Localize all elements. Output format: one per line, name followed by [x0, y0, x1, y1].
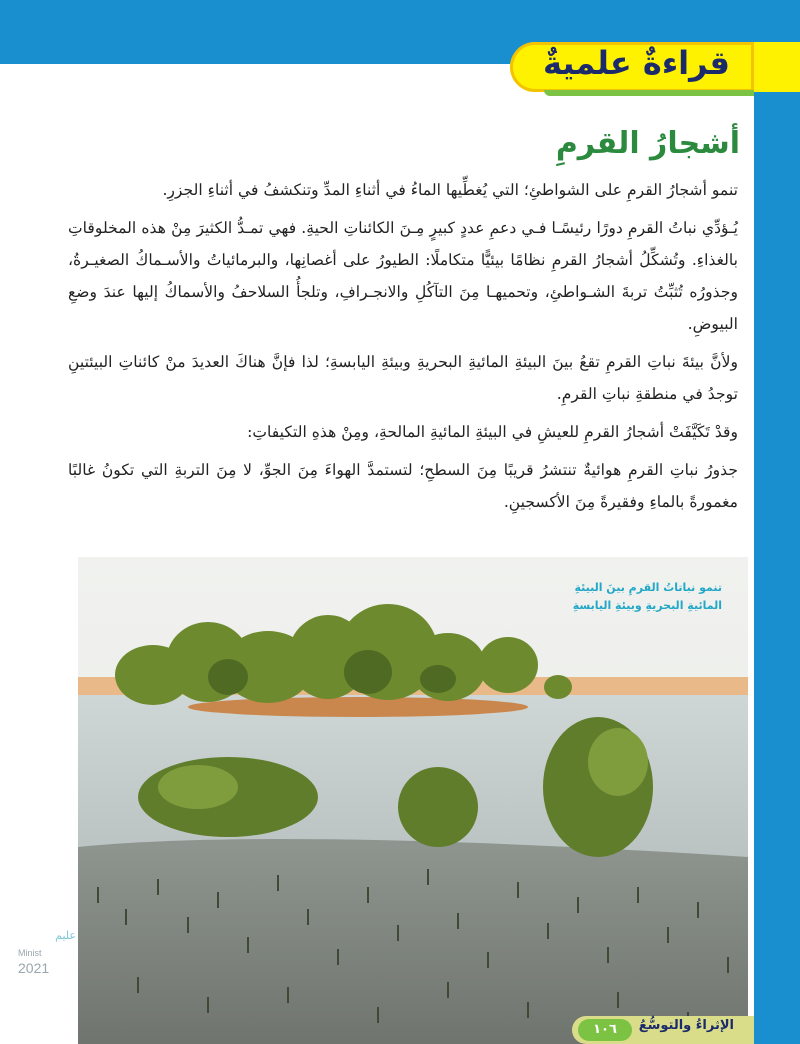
- right-side-bar: [754, 64, 800, 1044]
- watermark-logo-text: عليم: [55, 929, 76, 942]
- paragraph-2: يُـؤدِّي نباتُ القرمِ دورًا رئيسًـا فـي دعمِ عددٍ كبيرٍ مِـنَ الكائناتِ الحيةِ. فهي تمـدُّ الكثيرَ مِنْ هذه المخلوقاتِ بالغذاءِ. وتُشكِّلُ أشجارُ القرمِ نظامًا بيئيًّا متكاملًا: الطيورُ على أغصانِها، والبرمائياتُ والأسـماكُ الصغيـرةُ، وجذورُه تُثبِّتُ تربةَ الشـواطئِ، وتحميهـا مِنَ التآكُلِ والانجـرافِ، وتلجأُ السلاحفُ والأسماكُ إليها عندَ وضعِ البيوضِ.: [68, 219, 738, 333]
- paragraph-3: ولأنَّ بيئةَ نباتِ القرمِ تقعُ بينَ البيئةِ المائيةِ البحريةِ وبيئةِ اليابسةِ؛ لذا فإنَّ هناكَ العديدَ منْ كائناتِ البيئتينِ توجدُ في منطقةِ نباتِ القرمِ.: [68, 353, 738, 403]
- paragraph-1: تنمو أشجارُ القرمِ على الشواطئِ؛ التي يُغطِّيها الماءُ في أثناءِ المدِّ وتنكشفُ في أثناءِ الجزرِ.: [162, 181, 738, 199]
- section-header-underline: [544, 90, 754, 96]
- caption-line-2: المائيةِ البحريةِ وبيئةِ اليابسةِ: [572, 599, 722, 612]
- paragraph-5: جذورُ نباتِ القرمِ هوائيةٌ تنتشرُ قريبًا مِنَ السطحِ؛ لتستمدَّ الهواءَ مِنَ الجوِّ، لا مِنَ التربةِ التي تكونُ غالبًا مغمورةً بالماءِ وفقيرةً مِنَ الأكسجينِ.: [68, 461, 738, 511]
- mangrove-photo: [78, 557, 748, 1044]
- photo-caption: [573, 579, 722, 615]
- paragraph-4: وقدْ تَكَيَّفَتْ أشجارُ القرمِ للعيشِ في البيئةِ المائيةِ المالحةِ، ومِنْ هذهِ التكيفاتِ:: [247, 423, 738, 441]
- watermark-text-1: Minist: [18, 948, 42, 958]
- article-body: [68, 174, 738, 524]
- mangrove-illustration: [78, 557, 748, 1044]
- article-heading: أشجارُ القرمِ: [555, 126, 740, 161]
- caption-line-1: تنمو نباتاتُ القرمِ بينَ البيئةِ: [574, 581, 722, 594]
- page-number-badge: ١٠٦: [578, 1019, 632, 1041]
- footer-section-label: الإثراءُ والتوسُّعُ: [638, 1018, 734, 1033]
- section-title: قراءةٌ علميةٌ: [542, 44, 730, 82]
- header-cap: [754, 42, 800, 92]
- watermark-text-2: 2021: [18, 960, 50, 976]
